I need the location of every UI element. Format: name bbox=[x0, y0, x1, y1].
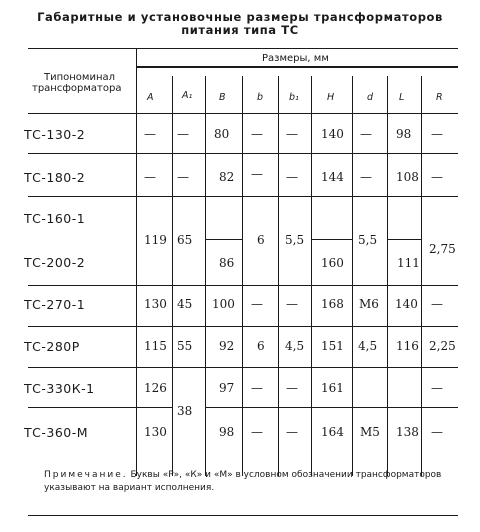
table-cell: 151 bbox=[321, 339, 344, 353]
type-column-header-line1: Типономинал bbox=[44, 72, 116, 83]
table-cell: М5 bbox=[360, 425, 380, 439]
dimensions-group-header: Размеры, мм bbox=[262, 53, 329, 64]
group-rule bbox=[136, 66, 458, 68]
table-cell: 138 bbox=[396, 425, 419, 439]
partial-rule bbox=[421, 407, 458, 408]
col-sep bbox=[242, 76, 243, 476]
col-header-L: L bbox=[399, 92, 405, 103]
row-name: ТС-360-М bbox=[24, 425, 89, 440]
table-cell: 55 bbox=[177, 339, 193, 353]
col-header-R: R bbox=[436, 92, 443, 103]
table-cell: — bbox=[431, 297, 443, 311]
partial-rule bbox=[387, 239, 421, 240]
table-cell: 115 bbox=[144, 339, 167, 353]
table-cell: 160 bbox=[321, 256, 344, 270]
table-cell: — bbox=[431, 425, 443, 439]
footnote-lead: Примечание. bbox=[44, 470, 128, 480]
col-header-B: B bbox=[219, 92, 226, 103]
row-name: ТС-160-1 bbox=[24, 211, 86, 226]
top-rule bbox=[28, 48, 458, 49]
table-cell: 111 bbox=[397, 256, 420, 270]
footnote-text: Буквы «Р», «К» и «М» в условном обозначении трансформаторов указывают на вариант исполнения. bbox=[44, 470, 442, 493]
col-sep bbox=[172, 76, 173, 476]
table-cell: — bbox=[144, 170, 156, 184]
table-cell: 98 bbox=[219, 425, 235, 439]
table-cell: 161 bbox=[321, 381, 344, 395]
table-cell: — bbox=[251, 167, 263, 181]
table-cell: — bbox=[431, 127, 443, 141]
partial-rule bbox=[311, 239, 352, 240]
table-cell: — bbox=[177, 127, 189, 141]
row-name: ТС-280Р bbox=[24, 339, 80, 354]
row-rule bbox=[28, 196, 458, 197]
table-cell: 5,5 bbox=[358, 233, 378, 247]
row-rule bbox=[28, 326, 458, 327]
table-cell: 116 bbox=[396, 339, 419, 353]
table-cell: 100 bbox=[212, 297, 235, 311]
table-subtitle: питания типа ТС bbox=[181, 23, 299, 37]
header-bottom-rule bbox=[28, 113, 458, 114]
table-cell: 2,75 bbox=[429, 242, 456, 256]
table-cell: 4,5 bbox=[358, 339, 378, 353]
table-cell: 5,5 bbox=[285, 233, 305, 247]
table-cell: 4,5 bbox=[285, 339, 305, 353]
table-cell: 119 bbox=[144, 233, 167, 247]
col-sep bbox=[136, 48, 137, 476]
row-name: ТС-270-1 bbox=[24, 297, 86, 312]
table-cell: 86 bbox=[219, 256, 235, 270]
table-cell: 97 bbox=[219, 381, 235, 395]
table-cell: 130 bbox=[144, 297, 167, 311]
table-cell: 92 bbox=[219, 339, 235, 353]
table-cell: 6 bbox=[257, 233, 265, 247]
table-cell: 140 bbox=[321, 127, 344, 141]
row-rule bbox=[28, 407, 136, 408]
table-cell: — bbox=[286, 127, 298, 141]
table-cell: — bbox=[251, 381, 263, 395]
partial-rule bbox=[205, 239, 242, 240]
table-cell: — bbox=[360, 170, 372, 184]
col-sep bbox=[352, 76, 353, 476]
row-name: ТС-330К-1 bbox=[24, 381, 95, 396]
table-cell: — bbox=[251, 127, 263, 141]
table-cell: — bbox=[177, 170, 189, 184]
table-cell: 168 bbox=[321, 297, 344, 311]
row-name: ТС-130-2 bbox=[24, 127, 86, 142]
col-header-b1: b₁ bbox=[289, 92, 299, 103]
table-cell: 80 bbox=[214, 127, 230, 141]
row-name: ТС-200-2 bbox=[24, 255, 86, 270]
row-name: ТС-180-2 bbox=[24, 170, 86, 185]
table-cell: 144 bbox=[321, 170, 344, 184]
table-cell: 98 bbox=[396, 127, 412, 141]
col-sep bbox=[387, 76, 388, 476]
table-cell: 126 bbox=[144, 381, 167, 395]
type-column-header-line2: трансформатора bbox=[32, 83, 122, 94]
footnote bbox=[44, 469, 464, 495]
table-cell: — bbox=[360, 127, 372, 141]
table-cell: — bbox=[144, 127, 156, 141]
table-cell: — bbox=[286, 297, 298, 311]
col-header-d: d bbox=[367, 92, 374, 103]
col-header-A: A bbox=[147, 92, 154, 103]
col-header-H: H bbox=[327, 92, 335, 103]
table-cell: М6 bbox=[359, 297, 379, 311]
row-rule bbox=[28, 153, 458, 154]
table-cell: — bbox=[286, 170, 298, 184]
table-cell: 65 bbox=[177, 233, 193, 247]
table-cell: — bbox=[251, 425, 263, 439]
table-cell: — bbox=[431, 381, 443, 395]
table-cell: 108 bbox=[396, 170, 419, 184]
table-cell: 45 bbox=[177, 297, 193, 311]
col-header-A1: A₁ bbox=[182, 90, 193, 101]
table-cell: — bbox=[251, 297, 263, 311]
table-cell: 2,25 bbox=[429, 339, 456, 353]
table-cell: 140 bbox=[395, 297, 418, 311]
table-cell: — bbox=[431, 170, 443, 184]
table-title: Габаритные и установочные размеры трансформаторов bbox=[37, 10, 443, 24]
col-sep bbox=[205, 76, 206, 476]
col-header-b: b bbox=[257, 92, 264, 103]
table-cell: 38 bbox=[177, 404, 193, 418]
table-cell: 130 bbox=[144, 425, 167, 439]
partial-rule bbox=[136, 407, 172, 408]
bottom-rule bbox=[28, 515, 458, 516]
col-sep bbox=[278, 76, 279, 476]
table-cell: — bbox=[286, 381, 298, 395]
table-cell: — bbox=[286, 425, 298, 439]
partial-rule bbox=[205, 407, 421, 408]
table-cell: 6 bbox=[257, 339, 265, 353]
col-sep bbox=[421, 76, 422, 476]
table-cell: 164 bbox=[321, 425, 344, 439]
row-rule bbox=[28, 367, 458, 368]
table-cell: 82 bbox=[219, 170, 235, 184]
col-sep bbox=[311, 76, 312, 476]
row-rule bbox=[28, 285, 458, 286]
